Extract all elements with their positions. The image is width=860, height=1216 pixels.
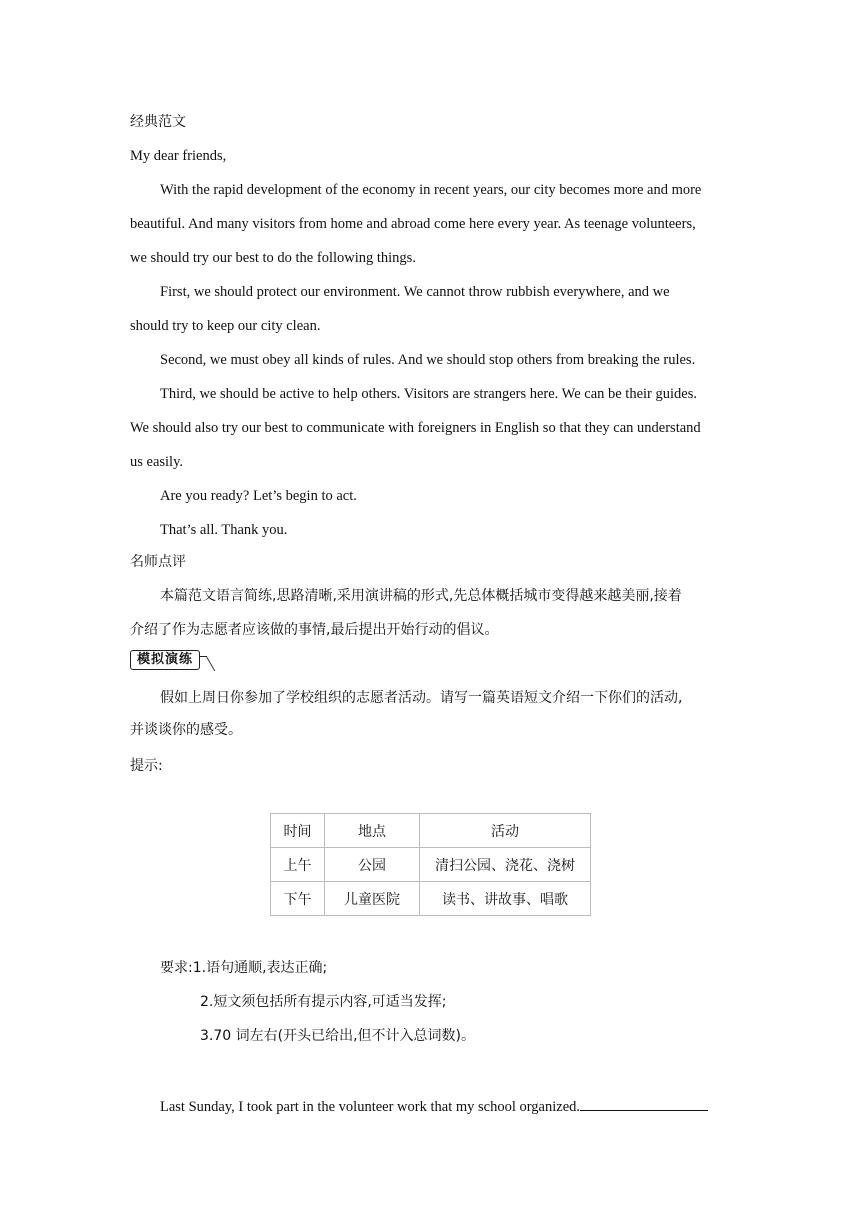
essay-line: That’s all. Thank you.	[160, 522, 288, 538]
practice-badge	[130, 648, 210, 670]
essay-line: We should also try our best to communicate with foreigners in English so that they can understand	[130, 420, 701, 436]
comment-line: 本篇范文语言简练,思路清晰,采用演讲稿的形式,先总体概括城市变得越来越美丽,接着	[160, 588, 682, 604]
table-cell: 读书、讲故事、唱歌	[420, 882, 591, 916]
requirement-line: 3.70 词左右(开头已给出,但不计入总词数)。	[200, 1028, 475, 1044]
opening-line	[160, 1096, 708, 1117]
essay-line: First, we should protect our environment. We cannot throw rubbish everywhere, and we	[160, 284, 670, 300]
table-row	[271, 848, 591, 882]
task-line: 并谈谈你的感受。	[130, 722, 242, 738]
table-cell: 清扫公园、浇花、浇树	[420, 848, 591, 882]
table-header-cell: 地点	[325, 814, 420, 848]
sample-heading: 经典范文	[130, 114, 186, 130]
essay-line: should try to keep our city clean.	[130, 318, 321, 334]
essay-line: we should try our best to do the following things.	[130, 250, 416, 266]
comment-line: 介绍了作为志愿者应该做的事情,最后提出开始行动的倡议。	[130, 622, 499, 638]
hint-label: 提示:	[130, 758, 163, 774]
requirement-line: 2.短文须包括所有提示内容,可适当发挥;	[200, 994, 447, 1010]
hint-table	[270, 813, 591, 916]
practice-badge-label: 模拟演练	[130, 650, 200, 670]
table-header-cell: 时间	[271, 814, 325, 848]
essay-line: beautiful. And many visitors from home and abroad come here every year. As teenage volunteers,	[130, 216, 696, 232]
table-cell: 儿童医院	[325, 882, 420, 916]
task-line: 假如上周日你参加了学校组织的志愿者活动。请写一篇英语短文介绍一下你们的活动,	[160, 690, 683, 706]
table-cell: 上午	[271, 848, 325, 882]
answer-blank[interactable]	[580, 1096, 708, 1111]
essay-line: us easily.	[130, 454, 184, 470]
comment-heading: 名师点评	[130, 554, 186, 570]
table-row	[271, 882, 591, 916]
essay-line: With the rapid development of the economy in recent years, our city becomes more and more	[160, 182, 702, 198]
table-header-cell: 活动	[420, 814, 591, 848]
requirement-line: 要求:1.语句通顺,表达正确;	[160, 960, 328, 976]
table-header-row	[271, 814, 591, 848]
essay-line: Are you ready? Let’s begin to act.	[160, 488, 357, 504]
essay-line: Second, we must obey all kinds of rules. And we should stop others from breaking the rules.	[160, 352, 696, 368]
opening-text: Last Sunday, I took part in the volunteer work that my school organized.	[160, 1099, 581, 1115]
table-cell: 下午	[271, 882, 325, 916]
table-cell: 公园	[325, 848, 420, 882]
essay-line: Third, we should be active to help others. Visitors are strangers here. We can be their guides.	[160, 386, 697, 402]
salutation: My dear friends,	[130, 148, 227, 164]
